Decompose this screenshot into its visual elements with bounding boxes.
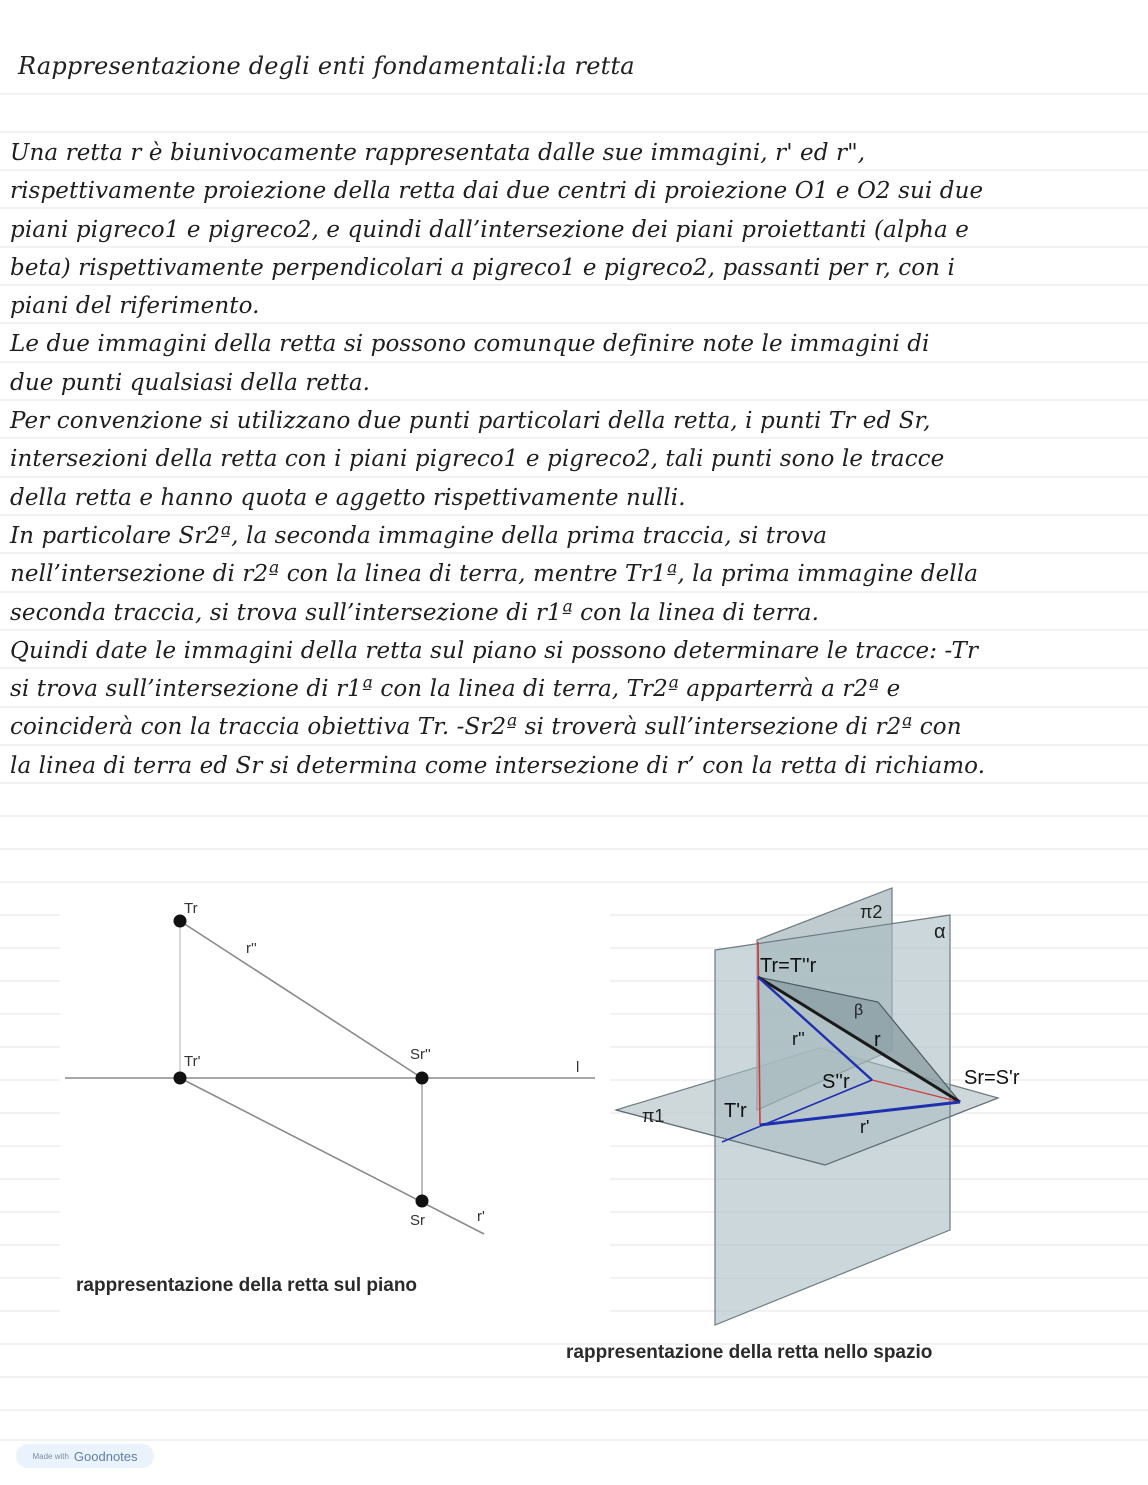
- label-alpha: α: [934, 921, 946, 943]
- text-line: piani pigreco1 e pigreco2, e quindi dall’intersezione dei piani proiettanti (alpha e: [10, 216, 969, 243]
- text-line: rispettivamente proiezione della retta dai due centri di proiezione O1 e O2 sui due: [10, 178, 984, 205]
- label-r-double: r'': [246, 940, 257, 957]
- caption-right: rappresentazione della retta nello spazio: [566, 1342, 933, 1363]
- label-t-prime: T'r: [724, 1100, 747, 1122]
- label-sr-double: Sr'': [410, 1046, 431, 1063]
- text-line: Quindi date le immagini della retta sul piano si possono determinare le tracce: -Tr: [10, 637, 979, 664]
- text-line: In particolare Sr2ª, la seconda immagine della prima traccia, si trova: [10, 522, 828, 549]
- body-text: [10, 134, 1130, 785]
- figure-space-representation: [610, 880, 1040, 1335]
- label-r-prime: r': [477, 1208, 485, 1225]
- text-line: si trova sull’intersezione di r1ª con la linea di terra, Tr2ª apparterrà a r2ª e: [10, 676, 901, 703]
- point-tr-prime: [174, 1072, 187, 1085]
- text-line: la linea di terra ed Sr si determina come intersezione di r’ con la retta di richiamo.: [10, 752, 986, 779]
- label-tr: Tr: [184, 900, 198, 917]
- label-r-double: r'': [792, 1029, 805, 1049]
- label-sr: Sr: [410, 1212, 425, 1229]
- goodnotes-badge: [16, 1444, 154, 1468]
- label-tr-eq: Tr=T''r: [760, 955, 817, 977]
- label-tr-prime: Tr': [184, 1053, 201, 1070]
- text-line: Una retta r è biunivocamente rappresentata dalle sue immagini, r' ed r",: [10, 140, 866, 166]
- label-pi1: π1: [642, 1106, 665, 1126]
- text-line: seconda traccia, si trova sull’intersezione di r1ª con la linea di terra.: [10, 599, 820, 626]
- label-r-prime: r': [860, 1117, 870, 1137]
- figure-plane-representation: [60, 885, 610, 1315]
- text-line: piani del riferimento.: [10, 293, 260, 320]
- label-r: r: [874, 1029, 881, 1051]
- text-line: intersezioni della retta con i piani pigreco1 e pigreco2, tali punti sono le tracce: [10, 446, 945, 473]
- label-sr-eq: Sr=S'r: [964, 1067, 1020, 1089]
- label-beta: β: [854, 1002, 864, 1019]
- text-line: due punti qualsiasi della retta.: [10, 369, 371, 396]
- text-line: Per convenzione si utilizzano due punti particolari della retta, i punti Tr ed Sr,: [10, 408, 931, 435]
- caption-left: rappresentazione della retta sul piano: [76, 1275, 418, 1296]
- page-title: Rappresentazione degli enti fondamentali:la retta: [18, 52, 635, 80]
- text-line: beta) rispettivamente perpendicolari a pigreco1 e pigreco2, passanti per r, con i: [10, 254, 955, 281]
- goodnotes-brand: Goodnotes: [73, 1448, 138, 1464]
- text-line: della retta e hanno quota e aggetto rispettivamente nulli.: [10, 484, 686, 511]
- text-line: Le due immagini della retta si possono comunque definire note le immagini di: [10, 331, 930, 358]
- text-line: coinciderà con la traccia obiettiva Tr. -Sr2ª si troverà sull’intersezione di r2ª con: [10, 714, 962, 741]
- label-ground-line: l: [576, 1059, 580, 1076]
- point-sr-double: [416, 1072, 429, 1085]
- made-with-label: Made with: [32, 1451, 69, 1461]
- point-sr: [416, 1195, 429, 1208]
- text-line: nell’intersezione di r2ª con la linea di terra, mentre Tr1ª, la prima immagine della: [10, 561, 979, 588]
- label-s-double: S''r: [822, 1071, 850, 1093]
- label-pi2: π2: [860, 902, 883, 922]
- plane-alpha: [715, 915, 950, 1325]
